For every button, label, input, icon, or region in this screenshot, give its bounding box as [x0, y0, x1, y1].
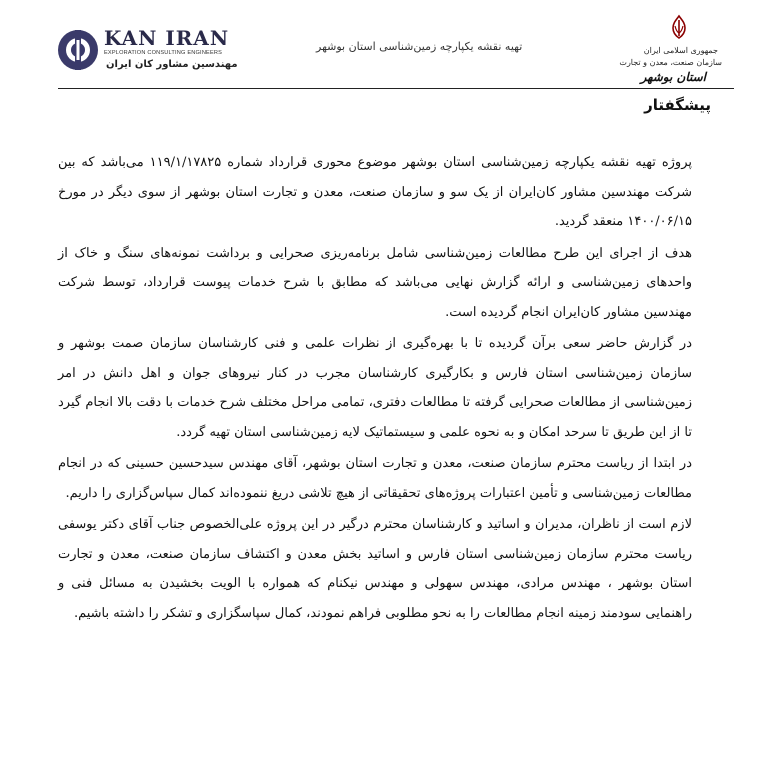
kan-iran-logo-icon	[56, 28, 100, 72]
gov-line-1: جمهوری اسلامی ایران	[643, 46, 718, 55]
page-header	[56, 4, 736, 86]
company-name-fa: مهندسین مشاور کان ایران	[106, 59, 238, 70]
paragraph: پروژه تهیه نقشه یکپارچه زمین‌شناسی استان بوشهر موضوع محوری قرارداد شماره ۱۱۹/۱/۱۷۸۲۵ می‌باشد که بین شرکت مهندسین مشاور کان‌ایران از یک سو و سازمان صنعت، معدن و تجارت استان بوشهر از سوی دیگر در مورخ ۱۴۰۰/۰۶/۱۵ منعقد گردید.	[58, 155, 693, 229]
header-divider	[58, 88, 734, 89]
company-brand: KAN IRAN	[104, 26, 230, 50]
company-logo	[56, 24, 238, 76]
government-emblem	[620, 10, 736, 86]
paragraph: در گزارش حاضر سعی برآن گردیده تا با بهره‌گیری از نظرات علمی و فنی کارشناسان سازمان صمت بوشهر و سازمان زمین‌شناسی استان فارس و بکارگیری کارشناسان مجرب در کنار نیروهای جوان و اهل دانش در امر زمین‌شناسی از مطالعات صحرایی گرفته تا مطالعات دفتری، تمامی مراحل مختلف شرح خدمات با دقت بالا انجام گیرد تا از این طریق تا سرحد امکان و به نحوه علمی و سیستماتیک لایه زمین‌شناسی استان تهیه گردد.	[58, 336, 692, 440]
body-text	[58, 148, 692, 630]
paragraph: هدف از اجرای این طرح مطالعات زمین‌شناسی شامل برنامه‌ریزی صحرایی و برداشت نمونه‌های سنگ و خاک از واحدهای زمین‌شناسی و ارائه گزارش نهایی می‌باشد که مطابق با شرح خدمات پیوست قرارداد، توسط شرکت مهندسین مشاور کان‌ایران انجام گردیده است.	[58, 245, 692, 320]
section-heading: پیشگفتار	[644, 96, 711, 114]
gov-line-3: استان بوشهر	[640, 70, 706, 84]
project-title: تهیه نقشه یکپارچه زمین‌شناسی استان بوشهر	[316, 40, 523, 53]
iran-emblem-icon	[666, 14, 692, 40]
company-subtitle: EXPLORATION CONSULTING ENGINEERS	[104, 50, 223, 56]
gov-line-2: سازمان صنعت، معدن و تجارت	[619, 58, 722, 67]
paragraph: لازم است از ناظران، مدیران و اساتید و کارشناسان محترم درگیر در این پروژه علی‌الخصوص جناب آقای دکتر یوسفی ریاست محترم سازمان زمین‌شناسی استان فارس و اساتید بخش معدن و اکتشاف سازمان صنعت، معدن و تجارت استان بوشهر ، مهندس مرادی، مهندس سهولی و مهندس نیکنام که همواره با الویت بخشیدن به مسائل فنی و راهنمایی سودمند زمینه انجام مطالعات را به نحو مطلوبی فراهم نمودند، کمال سپاسگزاری و تشکر را داشته باشیم.	[58, 517, 692, 621]
paragraph: در ابتدا از ریاست محترم سازمان صنعت، معدن و تجارت استان بوشهر، آقای مهندس سیدحسین حسینی که در انجام مطالعات زمین‌شناسی و تأمین اعتبارات پروژه‌های تحقیقاتی از هیچ تلاشی دریغ ننموده‌اند کمال سپاس‌گزاری را داریم.	[58, 456, 692, 501]
